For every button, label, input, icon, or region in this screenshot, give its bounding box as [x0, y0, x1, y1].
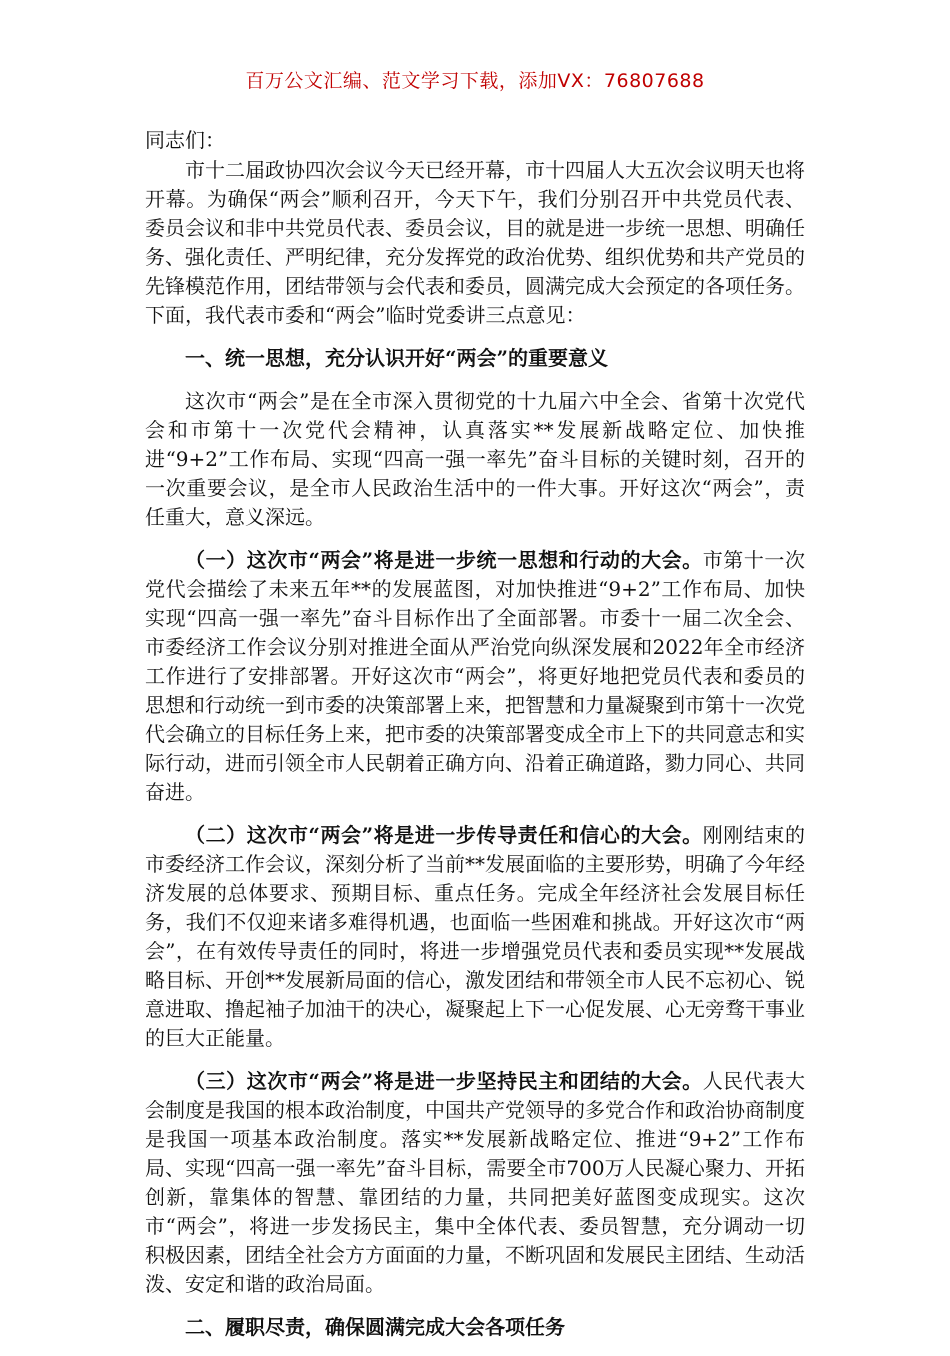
section1-intro-paragraph: 这次市“两会”是在全市深入贯彻党的十九届六中全会、省第十次党代会和市第十一次党代会精神，认真落实**发展新战略定位、加快推进“9+2”工作布局、实现“四高一强一率先”奋斗目标的关键时刻，召开的一次重要会议，是全市人民政治生活中的一件大事。开好这次“两会”，责任重大，意义深远。 — [145, 389, 805, 529]
point2-lead: （二）这次市“两会”将是进一步传导责任和信心的大会。 — [185, 823, 703, 847]
point3-lead: （三）这次市“两会”将是进一步坚持民主和团结的大会。 — [185, 1069, 703, 1093]
point1-lead: （一）这次市“两会”将是进一步统一思想和行动的大会。 — [185, 548, 703, 572]
point3-body: 人民代表大会制度是我国的根本政治制度，中国共产党领导的多党合作和政治协商制度是我国一项基本政治制度。落实**发展新战略定位、推进“9+2”工作布局、实现“四高一强一率先”奋斗目标，需要全市700万人民凝心聚力、开拓创新，靠集体的智慧、靠团结的力量，共同把美好蓝图变成现实。这次市“两会”，将进一步发扬民主，集中全体代表、委员智慧，充分调动一切积极因素，团结全社会方方面面的力量，不断巩固和发展民主团结、生动活泼、安定和谐的政治局面。 — [145, 1069, 805, 1296]
section-heading-1: 一、统一思想，充分认识开好“两会”的重要意义 — [185, 346, 609, 370]
promo-header: 百万公文汇编、范文学习下载，添加VX：76807688 — [245, 70, 705, 92]
section-heading-2: 二、履职尽责，确保圆满完成大会各项任务 — [185, 1315, 565, 1339]
point3-paragraph — [145, 1067, 805, 1299]
intro-paragraph: 市十二届政协四次会议今天已经开幕，市十四届人大五次会议明天也将开幕。为确保“两会”顺利召开，今天下午，我们分别召开中共党员代表、委员会议和非中共党员代表、委员会议，目的就是进一步统一思想、明确任务、强化责任、严明纪律，充分发挥党的政治优势、组织优势和共产党员的先锋模范作用，团结带领与会代表和委员，圆满完成大会预定的各项任务。下面，我代表市委和“两会”临时党委讲三点意见： — [145, 158, 805, 327]
point2-paragraph — [145, 821, 805, 1053]
document-body — [145, 126, 805, 1356]
point2-body: 刚刚结束的市委经济工作会议，深刻分析了当前**发展面临的主要形势，明确了今年经济发展的总体要求、预期目标、重点任务。完成全年经济社会发展目标任务，我们不仅迎来诸多难得机遇，也面临一些困难和挑战。开好这次市“两会”，在有效传导责任的同时，将进一步增强党员代表和委员实现**发展战略目标、开创**发展新局面的信心，激发团结和带领全市人民不忘初心、锐意进取、撸起袖子加油干的决心，凝聚起上下一心促发展、心无旁骛干事业的巨大正能量。 — [145, 823, 805, 1050]
point1-paragraph — [145, 546, 805, 807]
salutation: 同志们： — [145, 128, 225, 152]
point1-body: 市第十一次党代会描绘了未来五年**的发展蓝图，对加快推进“9+2”工作布局、加快实现“四高一强一率先”奋斗目标作出了全面部署。市委十一届二次全会、市委经济工作会议分别对推进全面从严治党向纵深发展和2022年全市经济工作进行了安排部署。开好这次市“两会”，将更好地把党员代表和委员的思想和行动统一到市委的决策部署上来，把智慧和力量凝聚到市第十一次党代会确立的目标任务上来，把市委的决策部署变成全市上下的共同意志和实际行动，进而引领全市人民朝着正确方向、沿着正确道路，勠力同心、共同奋进。 — [145, 548, 805, 804]
